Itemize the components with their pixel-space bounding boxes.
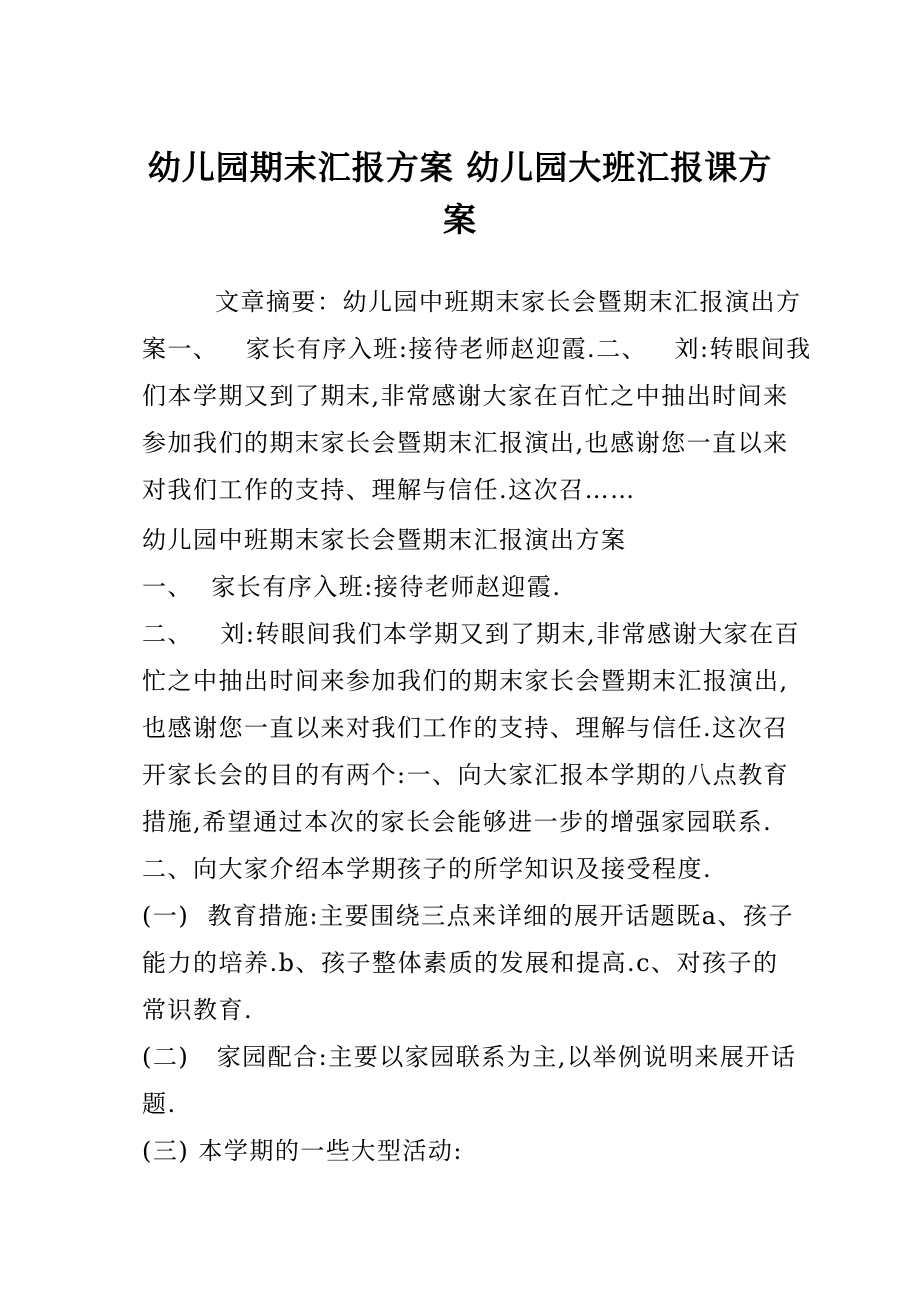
document-title bbox=[120, 142, 800, 246]
body-line: (二) 家园配合:主要以家园联系为主,以举例说明来展开话 bbox=[142, 1043, 797, 1071]
body-line: 措施,希望通过本次的家长会能够进一步的增强家园联系. bbox=[142, 808, 773, 836]
abstract-line: 案一、 家长有序入班:接待老师赵迎霞.二、 刘:转眼间我 bbox=[142, 335, 812, 363]
body-line: (三) 本学期的一些大型活动: bbox=[142, 1137, 463, 1165]
body-line: (一) 教育措施:主要围绕三点来详细的展开话题既a、孩子 bbox=[142, 902, 794, 930]
body-line: 幼儿园中班期末家长会暨期末汇报演出方案 bbox=[142, 526, 627, 554]
body-line: 二、 刘:转眼间我们本学期又到了期末,非常感谢大家在百 bbox=[142, 620, 801, 648]
body-line: 忙之中抽出时间来参加我们的期末家长会暨期末汇报演出, bbox=[142, 667, 789, 695]
body-line: 能力的培养.b、孩子整体素质的发展和提高.c、对孩子的 bbox=[142, 949, 779, 977]
body-line: 题. bbox=[142, 1090, 177, 1118]
abstract-paragraph bbox=[142, 279, 812, 514]
abstract-line: 参加我们的期末家长会暨期末汇报演出,也感谢您一直以来 bbox=[142, 429, 789, 457]
body-line: 二、向大家介绍本学期孩子的所学知识及接受程度. bbox=[142, 855, 713, 883]
title-line-2: 案 bbox=[443, 200, 477, 239]
body-line: 一、 家长有序入班:接待老师赵迎霞. bbox=[142, 573, 562, 601]
abstract-line: 对我们工作的支持、理解与信任.这次召…… bbox=[142, 476, 636, 504]
body-content bbox=[142, 517, 801, 1175]
body-line: 开家长会的目的有两个:一、向大家汇报本学期的八点教育 bbox=[142, 761, 790, 789]
title-line-1: 幼儿园期末汇报方案 幼儿园大班汇报课方 bbox=[147, 148, 773, 187]
body-line: 常识教育. bbox=[142, 996, 254, 1024]
abstract-line: 们本学期又到了期末,非常感谢大家在百忙之中抽出时间来 bbox=[142, 382, 789, 410]
abstract-line: 文章摘要：幼儿园中班期末家长会暨期末汇报演出方 bbox=[142, 288, 802, 316]
body-line: 也感谢您一直以来对我们工作的支持、理解与信任.这次召 bbox=[142, 714, 789, 742]
